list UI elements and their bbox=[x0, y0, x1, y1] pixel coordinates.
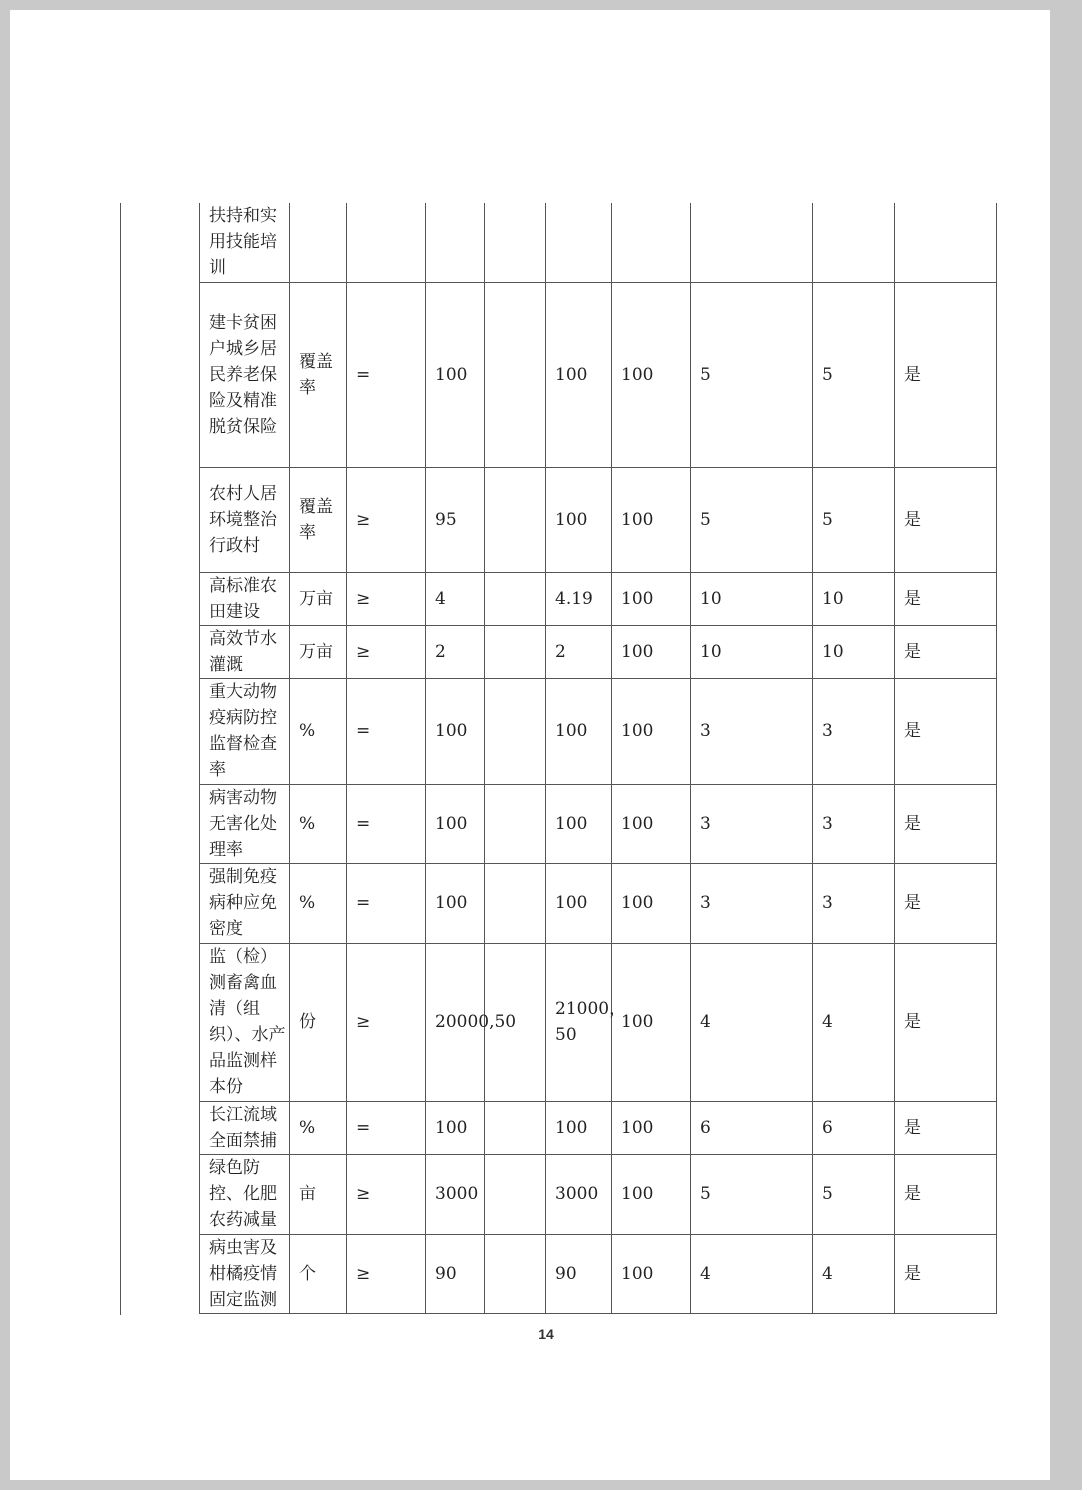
comparison-operator: ≥ bbox=[347, 467, 426, 572]
target-value: 100 bbox=[426, 678, 485, 784]
indicator-unit: 覆盖率 bbox=[290, 282, 347, 467]
indicator-unit: 亩 bbox=[290, 1154, 347, 1234]
comparison-operator: = bbox=[347, 678, 426, 784]
weight-score: 5 bbox=[691, 282, 813, 467]
table-row bbox=[200, 282, 997, 467]
earned-score bbox=[813, 203, 895, 282]
comparison-operator: = bbox=[347, 1101, 426, 1154]
weight-score: 5 bbox=[691, 1154, 813, 1234]
actual-value: 90 bbox=[546, 1234, 612, 1313]
achieved-flag: 是 bbox=[895, 943, 997, 1101]
weight-score: 5 bbox=[691, 467, 813, 572]
actual-value bbox=[546, 203, 612, 282]
completion-rate: 100 bbox=[612, 1154, 691, 1234]
table-row bbox=[200, 1101, 997, 1154]
page-number: 14 bbox=[538, 1326, 554, 1342]
weight-score: 3 bbox=[691, 784, 813, 863]
actual-value: 100 bbox=[546, 282, 612, 467]
blank-cell bbox=[485, 467, 546, 572]
earned-score: 4 bbox=[813, 943, 895, 1101]
comparison-operator: = bbox=[347, 282, 426, 467]
blank-cell bbox=[485, 572, 546, 625]
indicator-name: 建卡贫困户城乡居民养老保险及精准脱贫保险 bbox=[200, 282, 290, 467]
earned-score: 3 bbox=[813, 863, 895, 943]
completion-rate: 100 bbox=[612, 1234, 691, 1313]
blank-cell bbox=[485, 1154, 546, 1234]
achieved-flag: 是 bbox=[895, 1101, 997, 1154]
indicator-name: 长江流域全面禁捕 bbox=[200, 1101, 290, 1154]
completion-rate: 100 bbox=[612, 625, 691, 678]
target-value: 20000,50 bbox=[426, 943, 485, 1101]
blank-cell bbox=[485, 784, 546, 863]
table-row bbox=[200, 1154, 997, 1234]
table-row bbox=[200, 863, 997, 943]
target-value bbox=[426, 203, 485, 282]
achieved-flag: 是 bbox=[895, 1154, 997, 1234]
earned-score: 3 bbox=[813, 784, 895, 863]
indicator-name: 病虫害及柑橘疫情固定监测 bbox=[200, 1234, 290, 1313]
indicator-name: 重大动物疫病防控监督检查率 bbox=[200, 678, 290, 784]
table-row bbox=[200, 572, 997, 625]
achieved-flag: 是 bbox=[895, 863, 997, 943]
comparison-operator: ≥ bbox=[347, 625, 426, 678]
actual-value: 100 bbox=[546, 784, 612, 863]
comparison-operator: ≥ bbox=[347, 1154, 426, 1234]
indicator-unit: 份 bbox=[290, 943, 347, 1101]
weight-score: 10 bbox=[691, 572, 813, 625]
indicator-name: 农村人居环境整治行政村 bbox=[200, 467, 290, 572]
indicator-unit: % bbox=[290, 863, 347, 943]
completion-rate bbox=[612, 203, 691, 282]
achieved-flag: 是 bbox=[895, 784, 997, 863]
weight-score: 3 bbox=[691, 678, 813, 784]
achieved-flag bbox=[895, 203, 997, 282]
completion-rate: 100 bbox=[612, 784, 691, 863]
table-row bbox=[200, 467, 997, 572]
actual-value: 2 bbox=[546, 625, 612, 678]
target-value: 4 bbox=[426, 572, 485, 625]
indicator-unit: % bbox=[290, 678, 347, 784]
achieved-flag: 是 bbox=[895, 678, 997, 784]
completion-rate: 100 bbox=[612, 572, 691, 625]
target-value: 2 bbox=[426, 625, 485, 678]
completion-rate: 100 bbox=[612, 943, 691, 1101]
earned-score: 5 bbox=[813, 282, 895, 467]
earned-score: 10 bbox=[813, 625, 895, 678]
indicator-name: 高效节水灌溉 bbox=[200, 625, 290, 678]
indicator-name: 病害动物无害化处理率 bbox=[200, 784, 290, 863]
target-value: 90 bbox=[426, 1234, 485, 1313]
target-value: 95 bbox=[426, 467, 485, 572]
actual-value: 100 bbox=[546, 863, 612, 943]
completion-rate: 100 bbox=[612, 282, 691, 467]
indicator-name: 强制免疫病种应免密度 bbox=[200, 863, 290, 943]
earned-score: 3 bbox=[813, 678, 895, 784]
table-row bbox=[200, 943, 997, 1101]
indicator-name: 监（检）测畜禽血清（组织）、水产品监测样本份 bbox=[200, 943, 290, 1101]
comparison-operator: ≥ bbox=[347, 572, 426, 625]
actual-value: 4.19 bbox=[546, 572, 612, 625]
comparison-operator bbox=[347, 203, 426, 282]
table-row bbox=[200, 203, 997, 282]
table-row bbox=[200, 784, 997, 863]
indicator-unit: 覆盖率 bbox=[290, 467, 347, 572]
comparison-operator: = bbox=[347, 863, 426, 943]
weight-score: 4 bbox=[691, 1234, 813, 1313]
table-row bbox=[200, 678, 997, 784]
target-value: 3000 bbox=[426, 1154, 485, 1234]
document-page bbox=[10, 10, 1050, 1480]
performance-table bbox=[199, 203, 997, 1314]
indicator-unit: 万亩 bbox=[290, 572, 347, 625]
indicator-name: 高标准农田建设 bbox=[200, 572, 290, 625]
achieved-flag: 是 bbox=[895, 282, 997, 467]
weight-score: 4 bbox=[691, 943, 813, 1101]
actual-value: 100 bbox=[546, 467, 612, 572]
achieved-flag: 是 bbox=[895, 625, 997, 678]
earned-score: 6 bbox=[813, 1101, 895, 1154]
table-row bbox=[200, 625, 997, 678]
comparison-operator: ≥ bbox=[347, 1234, 426, 1313]
comparison-operator: ≥ bbox=[347, 943, 426, 1101]
actual-value: 3000 bbox=[546, 1154, 612, 1234]
target-value: 100 bbox=[426, 1101, 485, 1154]
indicator-unit: 个 bbox=[290, 1234, 347, 1313]
indicator-unit bbox=[290, 203, 347, 282]
indicator-unit: % bbox=[290, 1101, 347, 1154]
earned-score: 5 bbox=[813, 467, 895, 572]
achieved-flag: 是 bbox=[895, 467, 997, 572]
indicator-name: 扶持和实用技能培训 bbox=[200, 203, 290, 282]
blank-cell bbox=[485, 1234, 546, 1313]
achieved-flag: 是 bbox=[895, 572, 997, 625]
table-row bbox=[200, 1234, 997, 1313]
earned-score: 10 bbox=[813, 572, 895, 625]
earned-score: 4 bbox=[813, 1234, 895, 1313]
actual-value: 100 bbox=[546, 678, 612, 784]
indicator-name: 绿色防控、化肥农药减量 bbox=[200, 1154, 290, 1234]
actual-value: 100 bbox=[546, 1101, 612, 1154]
earned-score: 5 bbox=[813, 1154, 895, 1234]
comparison-operator: = bbox=[347, 784, 426, 863]
actual-value: 21000，50 bbox=[546, 943, 612, 1101]
indicator-unit: % bbox=[290, 784, 347, 863]
completion-rate: 100 bbox=[612, 863, 691, 943]
target-value: 100 bbox=[426, 282, 485, 467]
weight-score: 10 bbox=[691, 625, 813, 678]
blank-cell bbox=[485, 282, 546, 467]
left-margin-rule bbox=[120, 203, 121, 1315]
target-value: 100 bbox=[426, 784, 485, 863]
weight-score: 6 bbox=[691, 1101, 813, 1154]
weight-score: 3 bbox=[691, 863, 813, 943]
indicator-unit: 万亩 bbox=[290, 625, 347, 678]
weight-score bbox=[691, 203, 813, 282]
blank-cell bbox=[485, 625, 546, 678]
blank-cell bbox=[485, 863, 546, 943]
target-value: 100 bbox=[426, 863, 485, 943]
blank-cell bbox=[485, 678, 546, 784]
completion-rate: 100 bbox=[612, 678, 691, 784]
blank-cell bbox=[485, 203, 546, 282]
achieved-flag: 是 bbox=[895, 1234, 997, 1313]
completion-rate: 100 bbox=[612, 1101, 691, 1154]
completion-rate: 100 bbox=[612, 467, 691, 572]
blank-cell bbox=[485, 1101, 546, 1154]
